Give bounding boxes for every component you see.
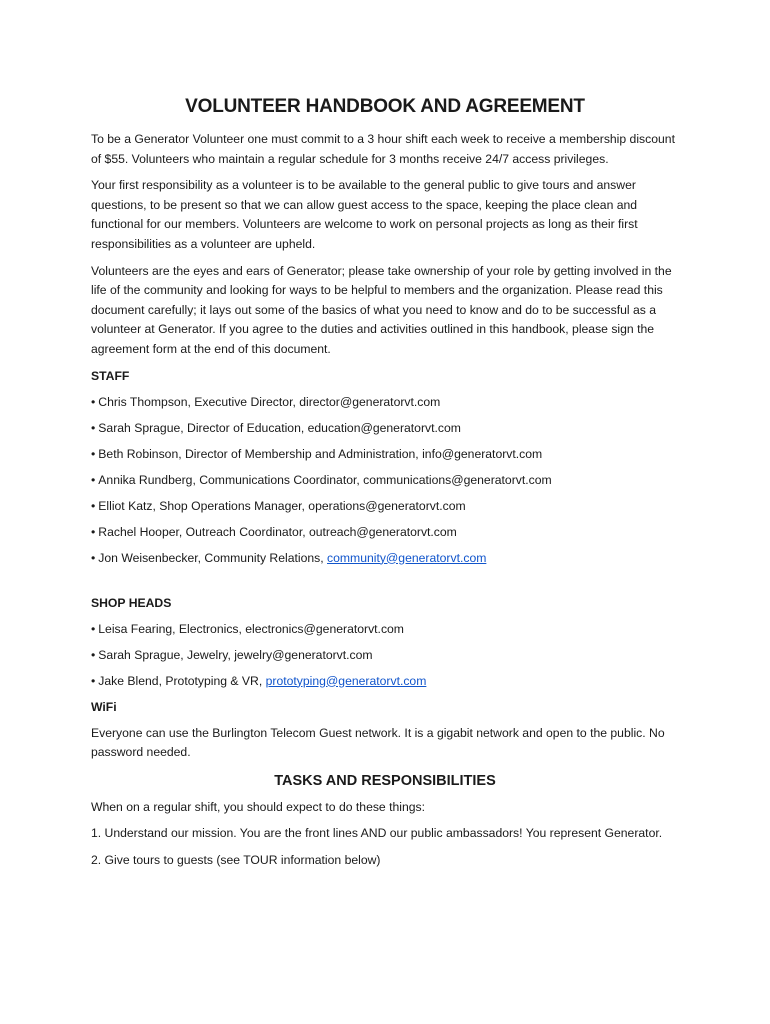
shop-head-item-text: Leisa Fearing, Electronics, electronics@generatorvt.com [98,621,404,636]
bullet-icon: • [91,621,96,636]
staff-item-sarah-sprague [91,419,679,438]
staff-item-beth-robinson [91,445,679,464]
bullet-icon: • [91,524,96,539]
task-item-2: 2. Give tours to guests (see TOUR information below) [91,852,381,867]
staff-item-text: Rachel Hooper, Outreach Coordinator, outreach@generatorvt.com [98,524,457,539]
intro-paragraph-3: Volunteers are the eyes and ears of Generator; please take ownership of your role by getting involved in the life of the community and looking for ways to be helpful to members and the organization. Please read this document carefully; it lays out some of the basics of what you need to know and do to be successful as a volunteer at Generator. If you agree to the duties and activities outlined in this handbook, please sign the agreement form at the end of this document. [91,263,672,356]
shop-head-item-sarah-sprague [91,646,679,665]
staff-item-annika-rundberg [91,471,679,490]
staff-heading: STAFF [91,368,130,383]
shop-heads-heading: SHOP HEADS [91,595,172,610]
bullet-icon: • [91,550,96,565]
staff-item-jon-weisenbecker [91,549,679,568]
staff-item-chris-thompson [91,393,679,412]
shop-head-item-text: Sarah Sprague, Jewelry, jewelry@generatorvt.com [98,647,373,662]
staff-item-elliot-katz [91,497,679,516]
shop-head-item-jake-blend [91,672,679,691]
staff-item-text: Jon Weisenbecker, Community Relations, [98,550,328,565]
staff-item-text: Chris Thompson, Executive Director, director@generatorvt.com [98,394,441,409]
staff-item-text: Beth Robinson, Director of Membership and Administration, info@generatorvt.com [98,446,543,461]
wifi-paragraph: Everyone can use the Burlington Telecom Guest network. It is a gigabit network and open to the public. No password needed. [91,725,665,760]
staff-item-text: Sarah Sprague, Director of Education, education@generatorvt.com [98,420,461,435]
prototyping-email-link[interactable]: prototyping@generatorvt.com [265,673,427,688]
bullet-icon: • [91,394,96,409]
community-email-link[interactable]: community@generatorvt.com [327,550,487,565]
staff-list [91,393,679,568]
document-page [91,94,679,878]
tasks-heading: TASKS AND RESPONSIBILITIES [274,772,496,789]
intro-paragraph-1: To be a Generator Volunteer one must commit to a 3 hour shift each week to receive a membership discount of $55. Volunteers who maintain a regular schedule for 3 months receive 24/7 access privileges. [91,132,675,166]
shop-head-item-leisa-fearing [91,620,679,639]
bullet-icon: • [91,647,96,662]
tasks-intro: When on a regular shift, you should expect to do these things: [91,799,426,814]
bullet-icon: • [91,446,96,461]
bullet-icon: • [91,498,96,513]
staff-item-text: Elliot Katz, Shop Operations Manager, operations@generatorvt.com [98,498,466,513]
shop-head-item-text: Jake Blend, Prototyping & VR, [98,673,266,688]
staff-item-rachel-hooper [91,523,679,542]
wifi-heading: WiFi [91,699,117,714]
staff-item-text: Annika Rundberg, Communications Coordinator, communications@generatorvt.com [98,472,552,487]
document-title: VOLUNTEER HANDBOOK AND AGREEMENT [185,96,585,117]
task-item-1: 1. Understand our mission. You are the front lines AND our public ambassadors! You represent Generator. [91,826,663,841]
intro-paragraph-2: Your first responsibility as a volunteer is to be available to the general public to give tours and answer questions, to be present so that we can allow guest access to the space, keeping the place clean and functional for our members. Volunteers are welcome to work on personal projects as long as their first responsibilities as a volunteer are upheld. [91,178,638,251]
bullet-icon: • [91,472,96,487]
shop-heads-list [91,620,679,691]
section-spacer [91,575,679,594]
bullet-icon: • [91,673,96,688]
bullet-icon: • [91,420,96,435]
